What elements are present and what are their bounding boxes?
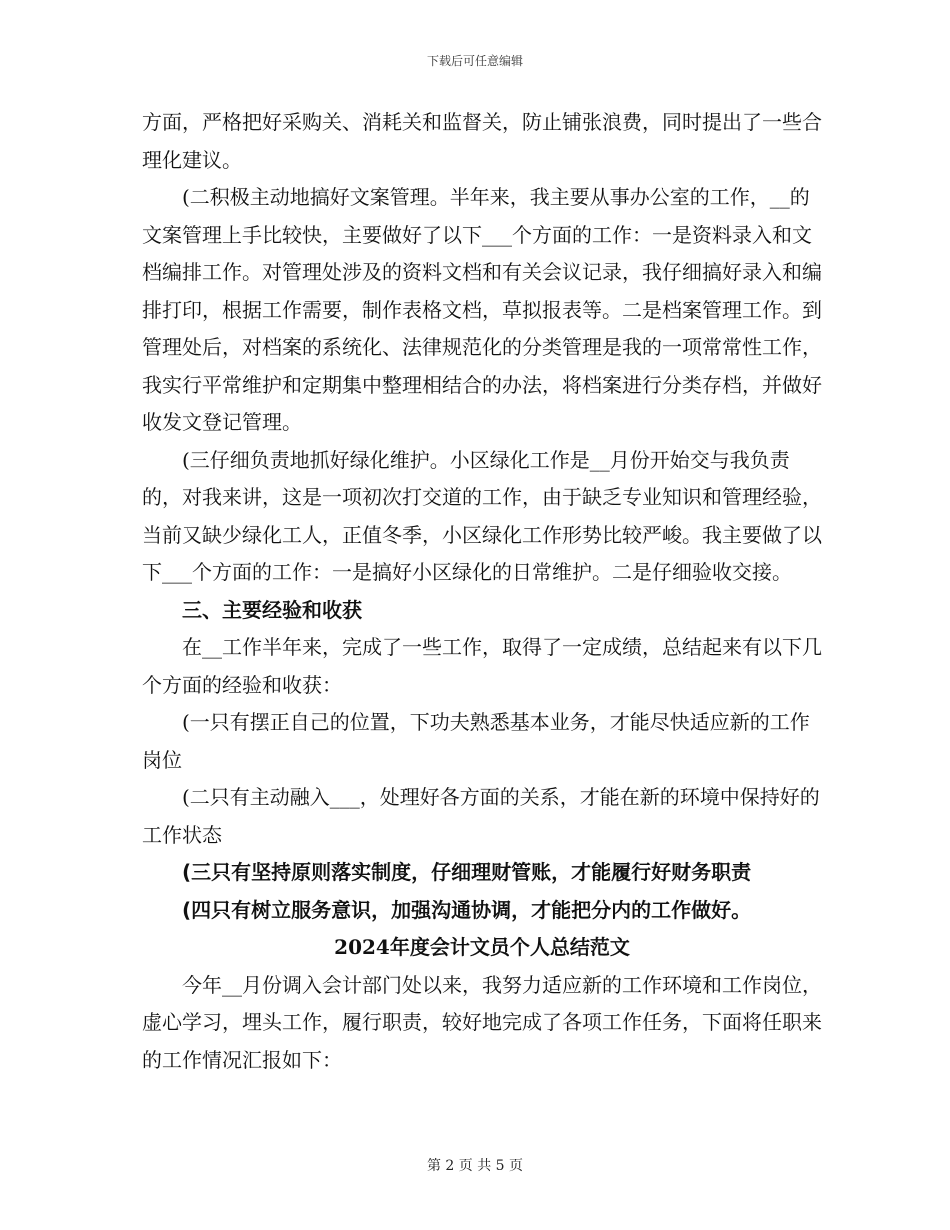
page-number: 第 2 页 共 5 页	[426, 1158, 524, 1174]
paragraph-experience-4: (四只有树立服务意识，加强沟通协调，才能把分内的工作做好。	[182, 897, 752, 922]
page-header: 下载后可任意编辑	[426, 54, 523, 68]
paragraph-experience-2: (二只有主动融入___，处理好各方面的关系，才能在新的环境中保持好的工作状态	[142, 785, 820, 847]
paragraph-summary-intro: 今年__月份调入会计部门处以来，我努力适应新的工作环境和工作岗位，虚心学习，埋头工作，履行职责，较好地完成了各项工作任务，下面将任职来的工作情况汇报如下：	[142, 972, 822, 1072]
document-body	[142, 104, 822, 1079]
paragraph-experience-intro: 在__工作半年来，完成了一些工作，取得了一定成绩，总结起来有以下几个方面的经验和收获：	[142, 635, 822, 697]
paragraph-experience-3: (三只有坚持原则落实制度，仔细理财管账，才能履行好财务职责	[182, 860, 752, 884]
paragraph-continuation: 方面，严格把好采购关、消耗关和监督关，防止铺张浪费，同时提出了一些合理化建议。	[142, 110, 822, 172]
section-heading-experience: 三、主要经验和收获	[182, 597, 362, 622]
paragraph-greening-maintenance: (三仔细负责地抓好绿化维护。小区绿化工作是__月份开始交与我负责的，对我来讲，这是一项初次打交道的工作，由于缺乏专业知识和管理经验，当前又缺少绿化工人，正值冬季，小区绿化工作形势比较严峻。我主要做了以下___个方面的工作：一是搞好小区绿化的日常维护。二是仔细验收交接。	[142, 447, 822, 584]
paragraph-document-management: (二积极主动地搞好文案管理。半年来，我主要从事办公室的工作，__的文案管理上手比较快，主要做好了以下___个方面的工作：一是资料录入和文档编排工作。对管理处涉及的资料文档和有关会议记录，我仔细搞好录入和编排打印，根据工作需要，制作表格文档，草拟报表等。二是档案管理工作。到管理处后，对档案的系统化、法律规范化的分类管理是我的一项常常性工作，我实行平常维护和定期集中整理相结合的办法，将档案进行分类存档，并做好收发文登记管理。	[142, 185, 822, 434]
document-title: 2024年度会计文员个人总结范文	[334, 935, 630, 959]
paragraph-experience-1: (一只有摆正自己的位置，下功夫熟悉基本业务，才能尽快适应新的工作岗位	[142, 710, 810, 772]
